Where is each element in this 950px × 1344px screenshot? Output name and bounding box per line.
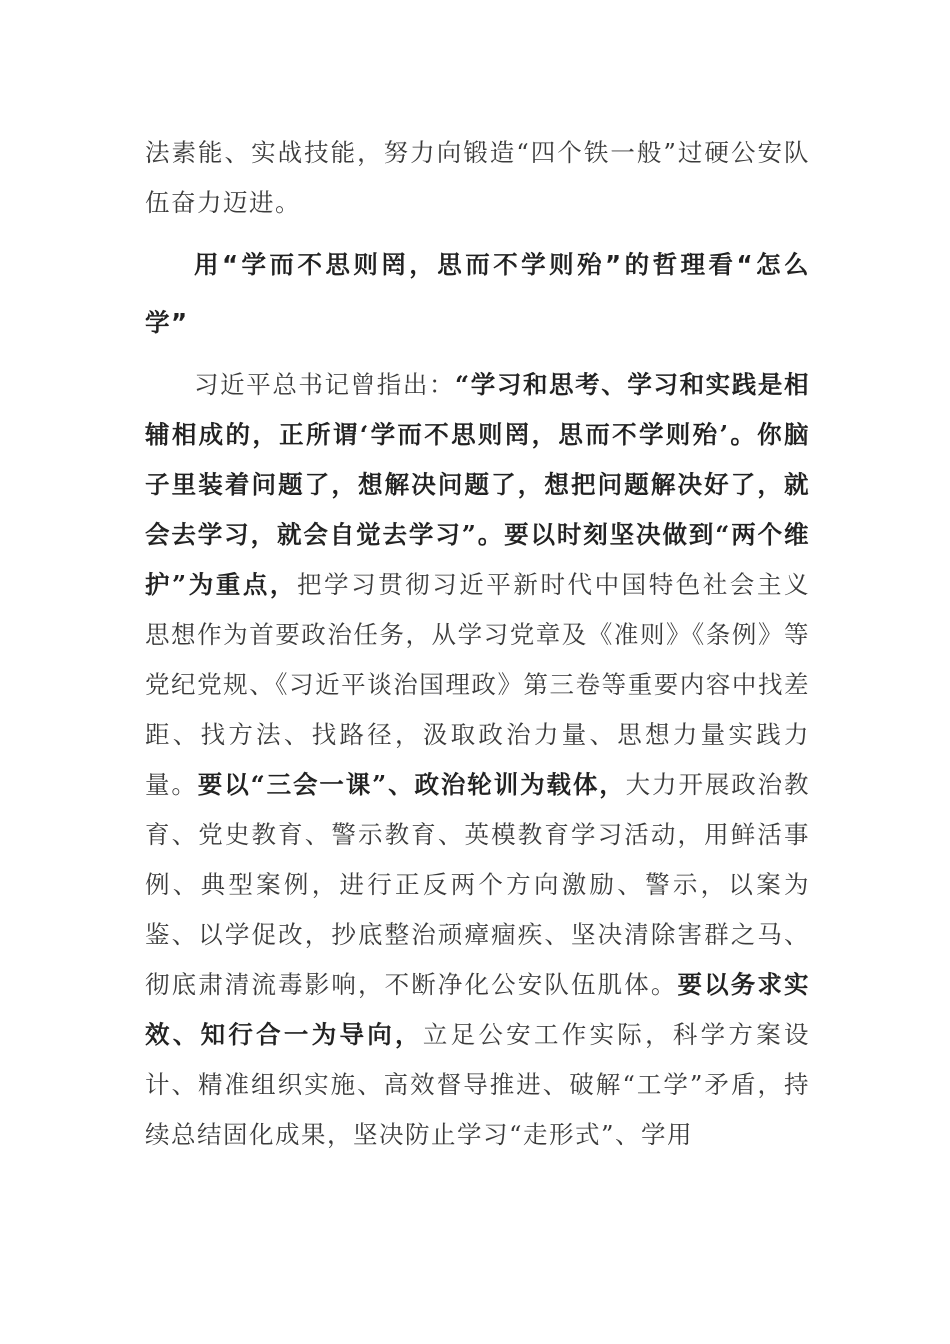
document-body — [145, 128, 810, 1160]
paragraph-continuation: 法素能、实战技能，努力向锻造“四个铁一般”过硬公安队伍奋力迈进。 — [145, 138, 810, 217]
bold-text-run: 要以务求实效、知行合一为导向， — [145, 970, 810, 1049]
bold-text-run: 要以“三会一课”、政治轮训为载体， — [197, 770, 626, 799]
paragraph-body — [145, 360, 810, 1160]
section-heading: 用“学而不思则罔，思而不学则殆”的哲理看“怎么学” — [145, 250, 810, 337]
text-run: 把学习贯彻习近平新时代中国特色社会主义思想作为首要政治任务，从学习党章及《准则》《条例》等党纪党规、《习近平谈治国理政》第三卷等重要内容中找差距、找方法、找路径，汲取政治力量、思想力量实践力量。 — [145, 570, 811, 799]
text-run: 大力开展政治教育、党史教育、警示教育、英模教育学习活动，用鲜活事例、典型案例，进行正反两个方向激励、警示，以案为鉴、以学促改，抄底整治顽瘴痼疾、坚决清除害群之马、彻底肃清流毒影响，不断净化公安队伍肌体。 — [145, 770, 811, 999]
text-run: 立足公安工作实际，科学方案设计、精准组织实施、高效督导推进、破解“工学”矛盾，持续总结固化成果，坚决防止学习“走形式”、学用 — [145, 1020, 811, 1149]
bold-quote: “学习和思考、学习和实践是相辅相成的，正所谓‘学而不思则罔，思而不学则殆’。你脑子里装着问题了，想解决问题了，想把问题解决好了，就会去学习，就会自觉去学习”。要以时刻坚决做到“两个维护”为重点， — [145, 370, 810, 599]
quote-intro: 习近平总书记曾指出： — [194, 370, 456, 399]
